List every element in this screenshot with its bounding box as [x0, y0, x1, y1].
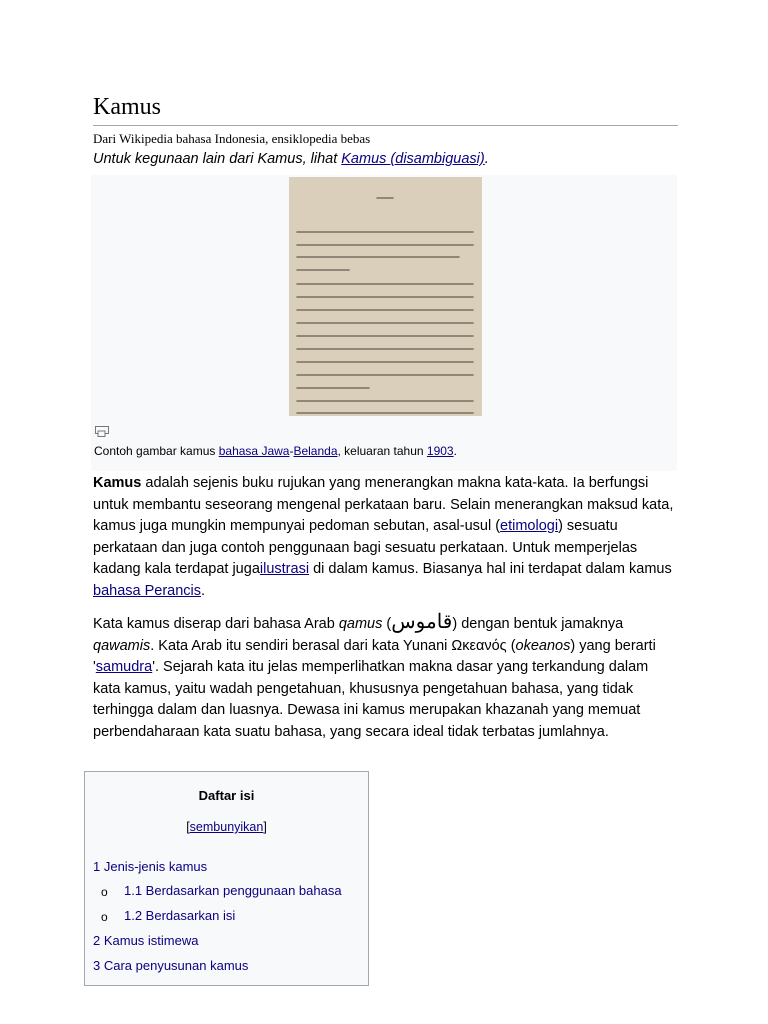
hatnote-suffix: .	[484, 151, 489, 167]
toc-hide-link[interactable]: sembunyikan	[189, 820, 264, 834]
p2-text-3: ) dengan bentuk jamaknya	[452, 616, 624, 632]
toc-toggle-open: [	[186, 820, 190, 834]
arabic-word: قاموس	[391, 611, 453, 633]
p1-text-4: .	[201, 582, 206, 599]
etymology-paragraph	[93, 611, 678, 744]
link-etimologi[interactable]: etimologi	[500, 518, 559, 535]
caption-text: Contoh gambar kamus	[94, 444, 219, 458]
site-tagline: Dari Wikipedia bahasa Indonesia, ensiklopedia bebas	[93, 131, 371, 146]
greek-word: Yunani Ωκεανός	[403, 637, 507, 654]
p2-text-5: (	[506, 637, 516, 654]
toc-title: Daftar isi	[198, 788, 255, 803]
caption-link-belanda[interactable]: Belanda	[293, 444, 338, 458]
page-title: Kamus	[93, 93, 678, 126]
hatnote-text: Untuk kegunaan lain dari Kamus, lihat	[93, 151, 342, 167]
link-bahasa-perancis[interactable]: bahasa Perancis	[93, 582, 202, 599]
toc-toggle-close: ]	[263, 820, 267, 834]
p2-text-2: (	[382, 616, 392, 632]
p1-text-3: di dalam kamus. Biasanya hal ini terdapat dalam kamus	[309, 561, 672, 578]
caption-link-1903[interactable]: 1903	[426, 444, 454, 458]
term-okeanos: okeanos	[515, 637, 571, 654]
toc-item-1-1[interactable]: 1.1 Berdasarkan penggunaan bahasa	[124, 883, 342, 898]
term-bold: Kamus	[93, 475, 142, 491]
disambiguation-link[interactable]: Kamus (disambiguasi)	[341, 151, 485, 167]
enlarge-icon[interactable]	[95, 426, 109, 437]
toc-item-3[interactable]: 3 Cara penyusunan kamus	[93, 958, 249, 973]
p2-text-1: Kata kamus diserap dari bahasa Arab	[93, 616, 339, 632]
p1-text-1: adalah sejenis buku rujukan yang menerangkan makna kata-kata. Ia berfungsi untuk membantu seseorang mengenal perkataan baru. Selain menerangkan maksud kata, kamus juga mungkin mempunyai pedoman sebutan, asal-usul (	[93, 475, 674, 535]
toc-item-2[interactable]: 2 Kamus istimewa	[93, 933, 199, 948]
caption-separator: -	[289, 444, 294, 458]
hatnote	[93, 150, 489, 168]
term-qawamis: qawamis	[93, 637, 151, 654]
table-of-contents	[84, 771, 369, 986]
p2-text-7: '. Sejarah kata itu jelas memperlihatkan makna dasar yang terkandung dalam kata kamus, yaitu wadah pengetahuan, khususnya pengetahuan bahasa, yang tidak terhingga dalam dan luasnya. Dewasa ini kamus merupakan khazanah yang memuat perbendaharaan kata suatu bahasa, yang secara ideal tidak terbatas jumlahnya.	[93, 659, 649, 740]
thumbnail-figure	[91, 175, 677, 471]
caption-text-2: , keluaran tahun	[337, 444, 427, 458]
intro-paragraph	[93, 473, 678, 603]
p2-text-6: ) yang berarti '	[93, 637, 656, 676]
scan-texture	[289, 177, 482, 416]
toc-item-1-2[interactable]: 1.2 Berdasarkan isi	[124, 908, 236, 923]
figure-caption	[94, 444, 457, 459]
toc-bullet: o	[101, 885, 108, 899]
caption-link-bahasa-jawa[interactable]: bahasa Jawa	[218, 444, 290, 458]
term-qamus: qamus	[338, 616, 383, 632]
dictionary-scan-image[interactable]	[289, 177, 482, 416]
link-samudra[interactable]: samudra	[95, 659, 153, 676]
toc-item-1[interactable]: 1 Jenis-jenis kamus	[93, 859, 208, 874]
p2-text-4: . Kata Arab itu sendiri berasal dari kata	[150, 637, 404, 654]
link-ilustrasi[interactable]: ilustrasi	[259, 561, 310, 578]
toc-bullet: o	[101, 910, 108, 924]
caption-text-3: .	[453, 444, 457, 458]
toc-toggle	[85, 819, 368, 835]
p1-text-2: ) sesuatu perkataan dan juga contoh penggunaan bagi sesuatu perkataan. Untuk memperjelas kadang kala terdapat juga	[93, 518, 638, 578]
